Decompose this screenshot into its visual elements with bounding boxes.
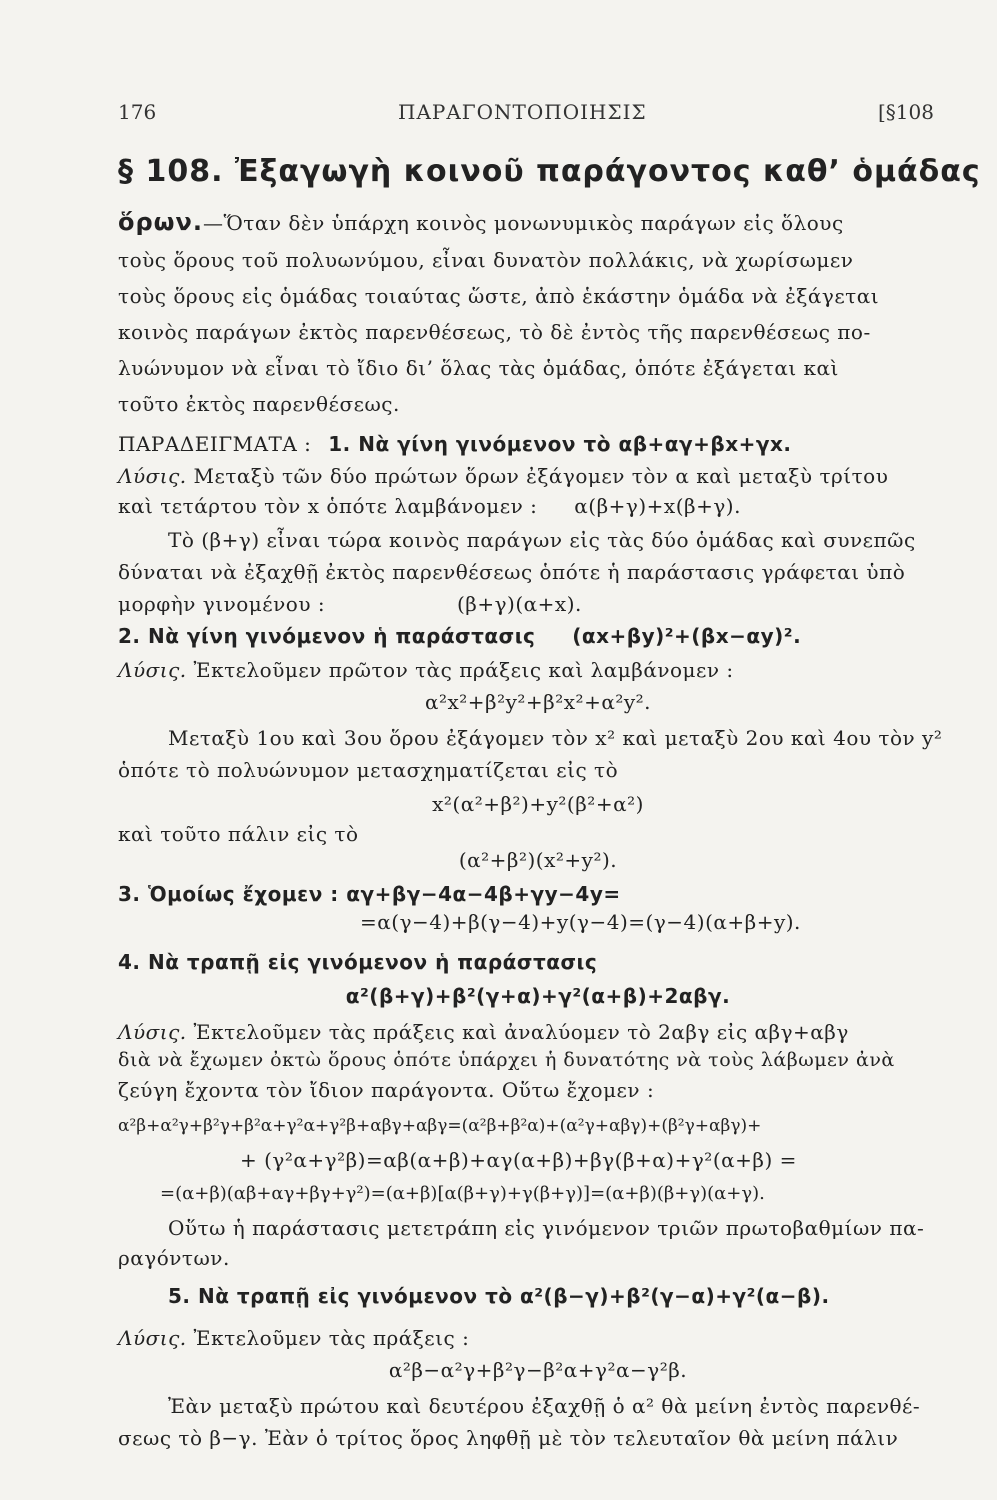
math-expression: (β+γ)(α+x). bbox=[456, 592, 582, 616]
example-1-text bbox=[118, 592, 958, 616]
intro-line: κοινὸς παράγων ἐκτὸς παρενθέσεως, τὸ δὲ ἐντὸς τῆς παρενθέσεως πο- bbox=[118, 320, 871, 344]
example-4-statement: 4. Νὰ τραπῇ εἰς γινόμενον ἡ παράστασις bbox=[118, 950, 598, 974]
solution-text: Μεταξὺ τῶν δύο πρώτων ὅρων ἐξάγομεν τὸν α καὶ μεταξὺ τρίτου bbox=[193, 464, 889, 488]
example-1-text: Τὸ (β+γ) εἶναι τώρα κοινὸς παράγων εἰς τὰς δύο ὁμάδας καὶ συνεπῶς bbox=[168, 528, 916, 552]
solution-text: καὶ τετάρτου τὸν x ὁπότε λαμβάνομεν : bbox=[118, 494, 538, 518]
math-expression: + (γ²α+γ²β)=αβ(α+β)+αγ(α+β)+βγ(β+α)+γ²(α+β) = bbox=[240, 1148, 797, 1172]
example-3-statement: 3. Ὁμοίως ἔχομεν : αγ+βγ−4α−4β+γy−4y= bbox=[118, 882, 621, 906]
example-1-statement: 1. Νὰ γίνη γινόμενον τὸ αβ+αγ+βx+γx. bbox=[328, 432, 792, 456]
math-expression: α²x²+β²y²+β²x²+α²y². bbox=[424, 690, 652, 714]
example-4-text: διὰ νὰ ἔχωμεν ὀκτὼ ὅρους ὁπότε ὑπάρχει ἡ δυνατότης νὰ τοὺς λάβωμεν ἀνὰ bbox=[118, 1049, 895, 1071]
example-2-heading bbox=[118, 624, 958, 648]
solution-word: Λύσις. bbox=[118, 464, 187, 488]
example-2-text: ὁπότε τὸ πολυώνυμον μετασχηματίζεται εἰς τὸ bbox=[118, 758, 619, 782]
example-1-text: δύναται νὰ ἐξαχθῇ ἐκτὸς παρενθέσεως ὁπότε ἡ παράστασις γράφεται ὑπὸ bbox=[118, 560, 906, 584]
math-expression: α²β+α²γ+β²γ+β²α+γ²α+γ²β+αβγ+αβγ=(α²β+β²α)+(α²γ+αβγ)+(β²γ+αβγ)+ bbox=[118, 1116, 762, 1136]
example-1-solution-line bbox=[118, 464, 958, 488]
examples-label: ΠΑΡΑΔΕΙΓΜΑΤΑ : bbox=[118, 432, 312, 456]
solution-text: Ἐκτελοῦμεν πρῶτον τὰς πράξεις καὶ λαμβάνομεν : bbox=[193, 658, 734, 682]
solution-text: Ἐκτελοῦμεν τὰς πράξεις καὶ ἀναλύομεν τὸ 2αβγ εἰς αβγ+αβγ bbox=[193, 1020, 849, 1044]
section-title-end: ὅρων. bbox=[118, 208, 203, 236]
intro-line: τοὺς ὅρους τοῦ πολυωνύμου, εἶναι δυνατὸν πολλάκις, νὰ χωρίσωμεν bbox=[118, 248, 854, 272]
example-4-text: ραγόντων. bbox=[118, 1246, 230, 1270]
math-expression: =α(γ−4)+β(γ−4)+y(γ−4)=(γ−4)(α+β+y). bbox=[360, 910, 801, 934]
example-5-solution-line bbox=[118, 1326, 958, 1350]
section-title: § 108. Ἐξαγωγὴ κοινοῦ παράγοντος καθ’ ὁμάδας bbox=[118, 154, 981, 189]
example-5-statement: 5. Νὰ τραπῇ εἰς γινόμενον τὸ α²(β−γ)+β²(γ−α)+γ²(α−β). bbox=[168, 1284, 830, 1308]
math-expression: α²β−α²γ+β²γ−β²α+γ²α−γ²β. bbox=[388, 1358, 688, 1382]
section-reference: [§108 bbox=[878, 100, 934, 124]
example-2-text: Μεταξὺ 1ου καὶ 3ου ὅρου ἐξάγομεν τὸν x² καὶ μεταξὺ 2ου καὶ 4ου τὸν y² bbox=[168, 726, 943, 750]
example-2-statement: 2. Νὰ γίνη γινόμενον ἡ παράστασις bbox=[118, 624, 536, 648]
intro-line-1 bbox=[118, 210, 958, 235]
intro-line: τοῦτο ἐκτὸς παρενθέσεως. bbox=[118, 392, 400, 416]
solution-word: Λύσις. bbox=[118, 658, 187, 682]
example-2-text: καὶ τοῦτο πάλιν εἰς τὸ bbox=[118, 822, 359, 846]
page-number: 176 bbox=[118, 100, 157, 124]
solution-text: μορφὴν γινομένου : bbox=[118, 592, 326, 616]
example-4-text: Οὕτω ἡ παράστασις μετετράπη εἰς γινόμενον τριῶν πρωτοβαθμίων πα- bbox=[168, 1216, 925, 1240]
intro-line: τοὺς ὅρους εἰς ὁμάδας τοιαύτας ὥστε, ἀπὸ ἑκάστην ὁμάδα νὰ ἐξάγεται bbox=[118, 284, 880, 308]
running-title: ΠΑΡΑΓΟΝΤΟΠΟΙΗΣΙΣ bbox=[398, 100, 647, 124]
example-5-text: Ἐὰν μεταξὺ πρώτου καὶ δευτέρου ἐξαχθῇ ὁ α² θὰ μείνη ἐντὸς παρενθέ- bbox=[168, 1394, 921, 1418]
intro-text-start: —Ὅταν δὲν ὑπάρχη κοινὸς μονωνυμικὸς παράγων εἰς ὅλους bbox=[203, 211, 844, 235]
example-4-text: ζεύγη ἔχοντα τὸν ἴδιον παράγοντα. Οὕτω ἔχομεν : bbox=[118, 1078, 655, 1102]
math-expression: (α²+β²)(x²+y²). bbox=[458, 848, 618, 872]
math-expression: α²(β+γ)+β²(γ+α)+γ²(α+β)+2αβγ. bbox=[345, 984, 731, 1008]
example-1-heading bbox=[118, 432, 958, 456]
example-1-solution-line bbox=[118, 494, 958, 518]
intro-line: λυώνυμον νὰ εἶναι τὸ ἴδιο δι’ ὅλας τὰς ὁμάδας, ὁπότε ἐξάγεται καὶ bbox=[118, 356, 839, 380]
math-expression: x²(α²+β²)+y²(β²+α²) bbox=[432, 792, 644, 816]
example-2-solution-line bbox=[118, 658, 958, 682]
example-4-solution-line bbox=[118, 1020, 958, 1044]
solution-word: Λύσις. bbox=[118, 1020, 187, 1044]
math-expression: (αx+βy)²+(βx−αy)². bbox=[572, 624, 802, 648]
math-expression: α(β+γ)+x(β+γ). bbox=[574, 494, 741, 518]
solution-word: Λύσις. bbox=[118, 1326, 187, 1350]
solution-text: Ἐκτελοῦμεν τὰς πράξεις : bbox=[193, 1326, 470, 1350]
math-expression: =(α+β)(αβ+αγ+βγ+γ²)=(α+β)[α(β+γ)+γ(β+γ)]=(α+β)(β+γ)(α+γ). bbox=[160, 1183, 765, 1204]
example-5-text: σεως τὸ β−γ. Ἐὰν ὁ τρίτος ὅρος ληφθῇ μὲ τὸν τελευταῖον θὰ μείνη πάλιν bbox=[118, 1426, 899, 1450]
